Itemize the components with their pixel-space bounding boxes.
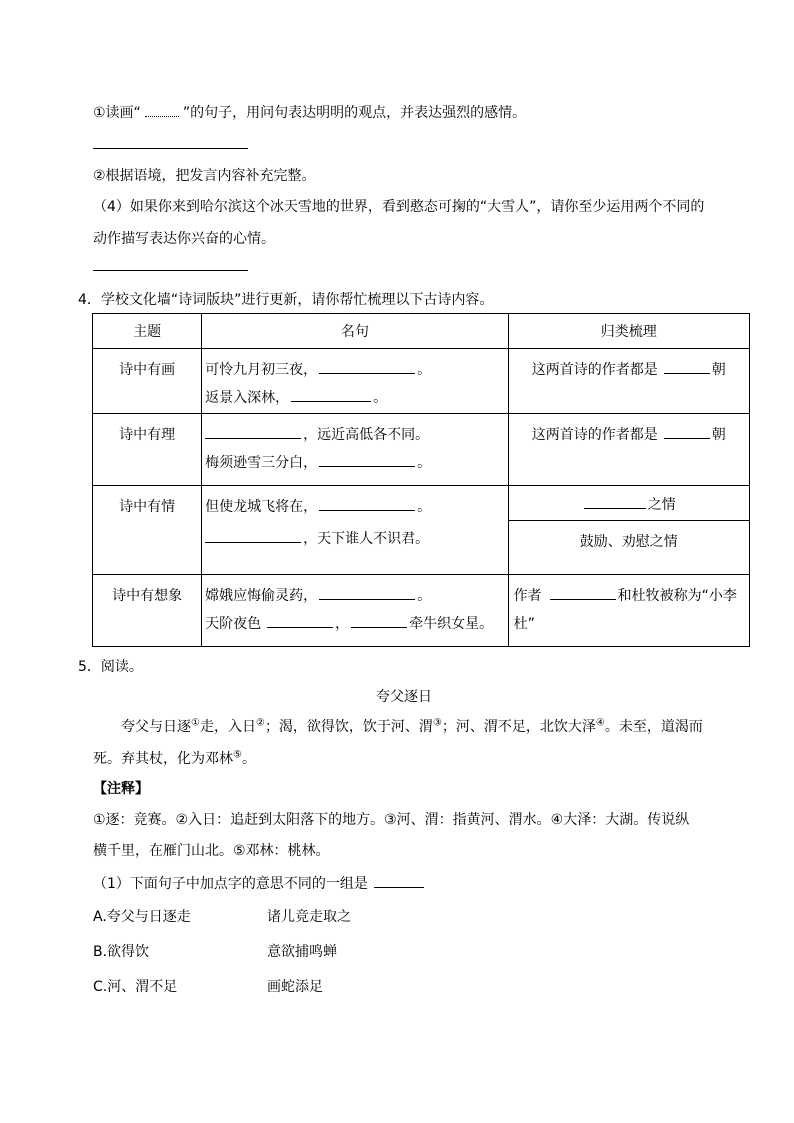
fill-blank[interactable] [351,626,407,628]
row-category: 作者 和杜牧被称为“小李杜” [508,575,749,647]
row-quotes: ，远近高低各不同。 梅须逊雪三分白， 。 [202,414,508,486]
q5-title: 5．阅读。 [78,659,143,675]
row-category-top: 之情 [508,486,749,521]
row-category: 这两首诗的作者都是 朝 [508,414,749,486]
header-quote: 名句 [202,314,508,349]
notes-line2: 横千里，在雁门山北。⑤邓林：桃林。 [93,843,330,859]
row-theme: 诗中有画 [93,349,202,414]
table-row [93,486,750,521]
option-b-left[interactable]: B.欲得饮 [93,944,150,960]
answer-line[interactable] [93,270,248,271]
passage-line1: 夸父与日逐①走，入日②；渴，欲得饮，饮于河、渭③；河、渭不足，北饮大泽④。未至，道渴而 [121,717,703,735]
row-theme: 诗中有情 [93,486,202,575]
fill-blank[interactable] [550,598,616,600]
fill-blank[interactable] [319,465,415,467]
fill-blank[interactable] [319,509,415,511]
option-c-left[interactable]: C.河、渭不足 [93,979,178,995]
fill-blank[interactable] [291,400,371,402]
table-row [93,349,750,414]
q3-item4-line2: 动作描写表达你兴奋的心情。 [93,231,275,247]
fill-blank[interactable] [205,437,301,439]
fill-blank[interactable] [664,437,710,439]
table-row [93,414,750,486]
q3-item1: ①读画“ ”的句子，用问句表达明明的观点，并表达强烈的感情。 [93,105,527,121]
passage-line2: 死。弃其杖，化为邓林⑤。 [93,749,256,767]
q5-sub1: （1）下面句子中加点字的意思不同的一组是 [93,873,426,893]
row-quotes: 嫦娥应悔偷灵药， 。 天阶夜色 ， 牵牛织女星。 [202,575,508,647]
fill-blank[interactable] [374,886,424,888]
fill-blank[interactable] [319,598,415,600]
fill-blank[interactable] [664,372,710,374]
row-quotes: 但使龙城飞将在， 。 ，天下谁人不识君。 [202,486,508,575]
answer-line[interactable] [93,148,248,149]
header-theme: 主题 [93,314,202,349]
row-theme: 诗中有想象 [93,575,202,647]
row-category: 这两首诗的作者都是 朝 [508,349,749,414]
poem-table [92,313,750,647]
option-a-left[interactable]: A.夸父与日逐走 [93,909,191,925]
row-quotes: 可怜九月初三夜， 。 返景入深林， 。 [202,349,508,414]
row-theme: 诗中有理 [93,414,202,486]
q3-item2: ②根据语境，把发言内容补充完整。 [93,168,316,184]
q4-title: 4．学校文化墙“诗词版块”进行更新，请你帮忙梳理以下古诗内容。 [78,292,494,308]
table-row [93,575,750,647]
option-c-right: 画蛇添足 [267,979,323,995]
passage-title: 夸父逐日 [376,689,432,705]
notes-header: 【注释】 [93,781,149,797]
option-a-right: 诸儿竞走取之 [267,909,351,925]
notes-line1: ①逐：竞赛。②入日：追赶到太阳落下的地方。③河、渭：指黄河、渭水。④大泽：大湖。传说纵 [93,812,690,828]
header-category: 归类梳理 [508,314,749,349]
option-b-right: 意欲捕鸣蝉 [267,944,337,960]
fill-blank[interactable] [319,372,415,374]
wavy-underline-blank [145,116,179,117]
fill-blank[interactable] [584,507,646,509]
q3-item4-line1: （4）如果你来到哈尔滨这个冰天雪地的世界，看到憨态可掬的“大雪人”，请你至少运用两个不同的 [93,199,705,215]
fill-blank[interactable] [267,626,333,628]
fill-blank[interactable] [205,541,301,543]
row-category-bottom: 鼓励、劝慰之情 [508,521,749,575]
